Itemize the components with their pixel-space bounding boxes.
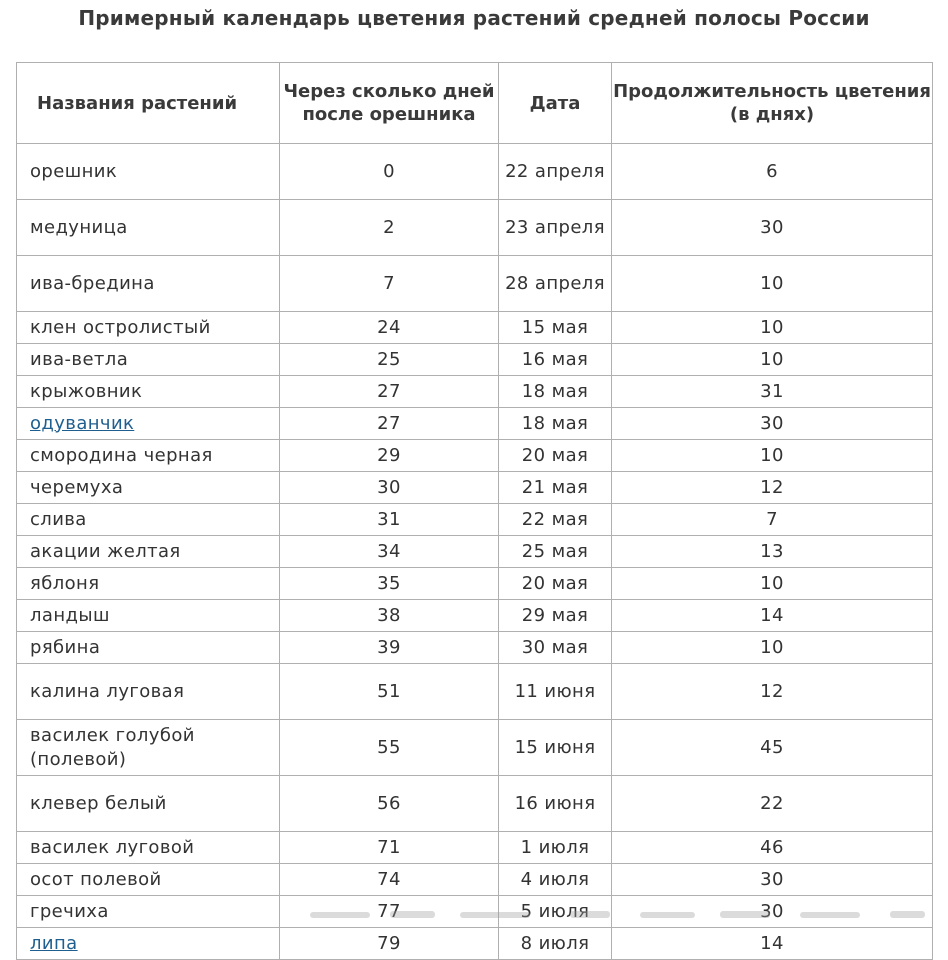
bloom-date-cell: 25 мая (499, 536, 612, 568)
header-plant-name: Названия растений (17, 63, 280, 144)
plant-name-cell (17, 928, 280, 960)
table-row (17, 376, 933, 408)
bloom-date-cell: 8 июля (499, 928, 612, 960)
bloom-date-cell: 5 июля (499, 896, 612, 928)
bloom-date-cell: 16 мая (499, 344, 612, 376)
days-after-hazel-cell: 24 (280, 312, 499, 344)
days-after-hazel-cell: 56 (280, 776, 499, 832)
plant-name-cell: акации желтая (17, 536, 280, 568)
bloom-date-cell: 28 апреля (499, 256, 612, 312)
table-row (17, 568, 933, 600)
plant-name-cell: смородина черная (17, 440, 280, 472)
bloom-duration-cell: 14 (612, 600, 933, 632)
days-after-hazel-cell: 79 (280, 928, 499, 960)
bloom-duration-cell: 30 (612, 896, 933, 928)
bloom-date-cell: 22 апреля (499, 144, 612, 200)
days-after-hazel-cell: 34 (280, 536, 499, 568)
bloom-duration-cell: 10 (612, 440, 933, 472)
bloom-date-cell: 15 мая (499, 312, 612, 344)
bloom-duration-cell: 7 (612, 504, 933, 536)
table-row (17, 472, 933, 504)
table-row (17, 344, 933, 376)
days-after-hazel-cell: 0 (280, 144, 499, 200)
header-days-after-hazel: Через сколько дней после орешника (280, 63, 499, 144)
days-after-hazel-cell: 39 (280, 632, 499, 664)
plant-name-cell: рябина (17, 632, 280, 664)
plant-name-cell: ива-бредина (17, 256, 280, 312)
bloom-date-cell: 22 мая (499, 504, 612, 536)
days-after-hazel-cell: 27 (280, 376, 499, 408)
table-row (17, 864, 933, 896)
table-row (17, 440, 933, 472)
bloom-duration-cell: 12 (612, 664, 933, 720)
table-row (17, 720, 933, 776)
bloom-duration-cell: 30 (612, 408, 933, 440)
bloom-calendar-table (16, 62, 933, 960)
table-row (17, 504, 933, 536)
bloom-duration-cell: 31 (612, 376, 933, 408)
plant-name-cell: василек голубой (полевой) (17, 720, 280, 776)
bloom-duration-cell: 12 (612, 472, 933, 504)
days-after-hazel-cell: 74 (280, 864, 499, 896)
bloom-date-cell: 15 июня (499, 720, 612, 776)
bloom-date-cell: 1 июля (499, 832, 612, 864)
bloom-duration-cell: 10 (612, 312, 933, 344)
bloom-duration-cell: 30 (612, 864, 933, 896)
days-after-hazel-cell: 51 (280, 664, 499, 720)
bloom-duration-cell: 10 (612, 344, 933, 376)
table-row (17, 256, 933, 312)
days-after-hazel-cell: 29 (280, 440, 499, 472)
plant-name-cell: ландыш (17, 600, 280, 632)
days-after-hazel-cell: 2 (280, 200, 499, 256)
plant-name-link[interactable]: одуванчик (30, 412, 135, 434)
bloom-duration-cell: 6 (612, 144, 933, 200)
table-row (17, 928, 933, 960)
plant-name-cell: клен остролистый (17, 312, 280, 344)
plant-name-cell: орешник (17, 144, 280, 200)
plant-name-cell: яблоня (17, 568, 280, 600)
bloom-date-cell: 21 мая (499, 472, 612, 504)
bloom-duration-cell: 30 (612, 200, 933, 256)
bloom-date-cell: 20 мая (499, 440, 612, 472)
days-after-hazel-cell: 30 (280, 472, 499, 504)
table-row (17, 776, 933, 832)
table-row (17, 144, 933, 200)
plant-name-cell: ива-ветла (17, 344, 280, 376)
plant-name-cell: василек луговой (17, 832, 280, 864)
bloom-duration-cell: 10 (612, 256, 933, 312)
bloom-duration-cell: 22 (612, 776, 933, 832)
header-duration: Продолжительность цветения (в днях) (612, 63, 933, 144)
table-row (17, 664, 933, 720)
table-row (17, 200, 933, 256)
bloom-duration-cell: 10 (612, 632, 933, 664)
plant-name-cell: черемуха (17, 472, 280, 504)
page-title: Примерный календарь цветения растений средней полосы России (78, 6, 870, 30)
plant-name-cell: слива (17, 504, 280, 536)
bloom-date-cell: 4 июля (499, 864, 612, 896)
table-row (17, 600, 933, 632)
bloom-date-cell: 18 мая (499, 376, 612, 408)
days-after-hazel-cell: 25 (280, 344, 499, 376)
bloom-date-cell: 20 мая (499, 568, 612, 600)
table-header-row (17, 63, 933, 144)
days-after-hazel-cell: 55 (280, 720, 499, 776)
table-row (17, 832, 933, 864)
table-row (17, 408, 933, 440)
plant-name-cell: медуница (17, 200, 280, 256)
bloom-date-cell: 11 июня (499, 664, 612, 720)
bloom-date-cell: 30 мая (499, 632, 612, 664)
plant-name-cell: клевер белый (17, 776, 280, 832)
plant-name-link[interactable]: липа (30, 932, 78, 954)
days-after-hazel-cell: 71 (280, 832, 499, 864)
plant-name-cell: крыжовник (17, 376, 280, 408)
plant-name-cell (17, 408, 280, 440)
bloom-duration-cell: 13 (612, 536, 933, 568)
days-after-hazel-cell: 31 (280, 504, 499, 536)
header-date: Дата (499, 63, 612, 144)
plant-name-cell: калина луговая (17, 664, 280, 720)
days-after-hazel-cell: 77 (280, 896, 499, 928)
days-after-hazel-cell: 27 (280, 408, 499, 440)
bloom-duration-cell: 14 (612, 928, 933, 960)
bloom-duration-cell: 45 (612, 720, 933, 776)
bloom-duration-cell: 46 (612, 832, 933, 864)
table-row (17, 312, 933, 344)
bloom-date-cell: 23 апреля (499, 200, 612, 256)
plant-name-cell: гречиха (17, 896, 280, 928)
table-row (17, 536, 933, 568)
table-row (17, 896, 933, 928)
table-row (17, 632, 933, 664)
bloom-date-cell: 18 мая (499, 408, 612, 440)
bloom-date-cell: 29 мая (499, 600, 612, 632)
plant-name-cell: осот полевой (17, 864, 280, 896)
bloom-duration-cell: 10 (612, 568, 933, 600)
days-after-hazel-cell: 7 (280, 256, 499, 312)
days-after-hazel-cell: 35 (280, 568, 499, 600)
bloom-date-cell: 16 июня (499, 776, 612, 832)
days-after-hazel-cell: 38 (280, 600, 499, 632)
